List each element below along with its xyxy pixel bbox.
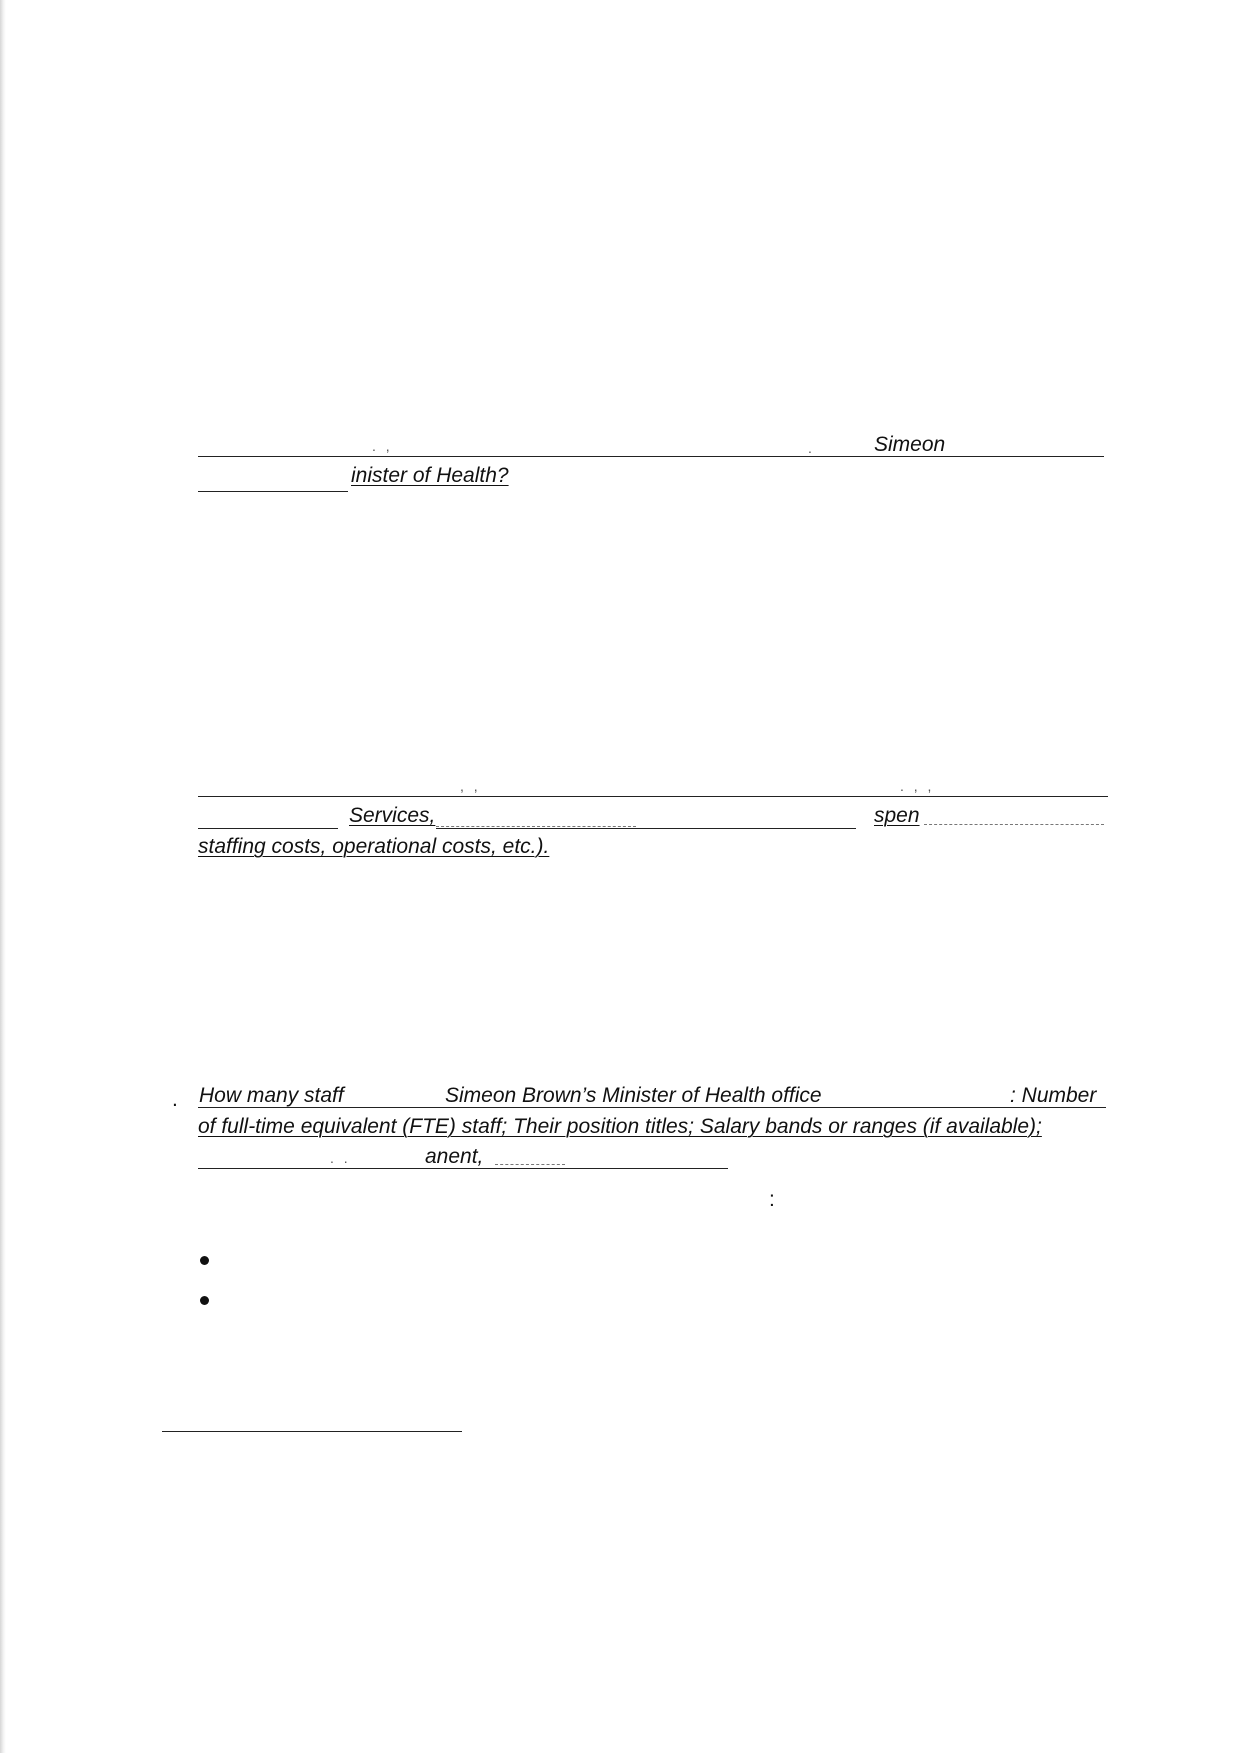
redaction-marks: . — [808, 440, 815, 456]
footnote-separator — [162, 1431, 462, 1432]
bullet-point — [200, 1256, 209, 1265]
bullet-point — [200, 1296, 209, 1305]
fte-staff-line: of full-time equivalent (FTE) staff; Their position titles; Salary bands or ranges (if available); — [198, 1115, 1042, 1138]
costs-fragment: staffing costs, operational costs, etc.). — [198, 835, 550, 858]
redaction-dashes — [436, 826, 636, 827]
minister-of-health-fragment: inister of Health? — [351, 464, 509, 487]
spending-fragment: spen — [874, 804, 920, 827]
anent-fragment: anent, — [425, 1145, 484, 1168]
how-many-staff-fragment: How many staff — [199, 1084, 344, 1107]
minister-office-fragment: Simeon Brown’s Minister of Health office — [445, 1084, 822, 1107]
redaction-underline — [198, 796, 1108, 797]
redaction-marks: . , — [372, 438, 393, 454]
redaction-marks: . , , — [900, 778, 935, 794]
stray-colon: : — [769, 1188, 775, 1211]
redaction-dashes — [924, 824, 1104, 825]
redaction-marks: , , — [460, 778, 481, 794]
redaction-underline — [198, 491, 348, 492]
redaction-underline — [198, 456, 1104, 457]
redaction-dashes — [495, 1164, 565, 1165]
redaction-underline — [436, 828, 856, 829]
redaction-marks: . . — [330, 1150, 351, 1166]
simeon-fragment: Simeon — [874, 433, 946, 456]
redaction-underline — [198, 828, 338, 829]
scan-page-edge — [0, 0, 6, 1753]
list-marker: . — [172, 1088, 178, 1111]
services-fragment: Services, — [349, 804, 436, 827]
number-fragment: : Number — [1010, 1084, 1097, 1107]
